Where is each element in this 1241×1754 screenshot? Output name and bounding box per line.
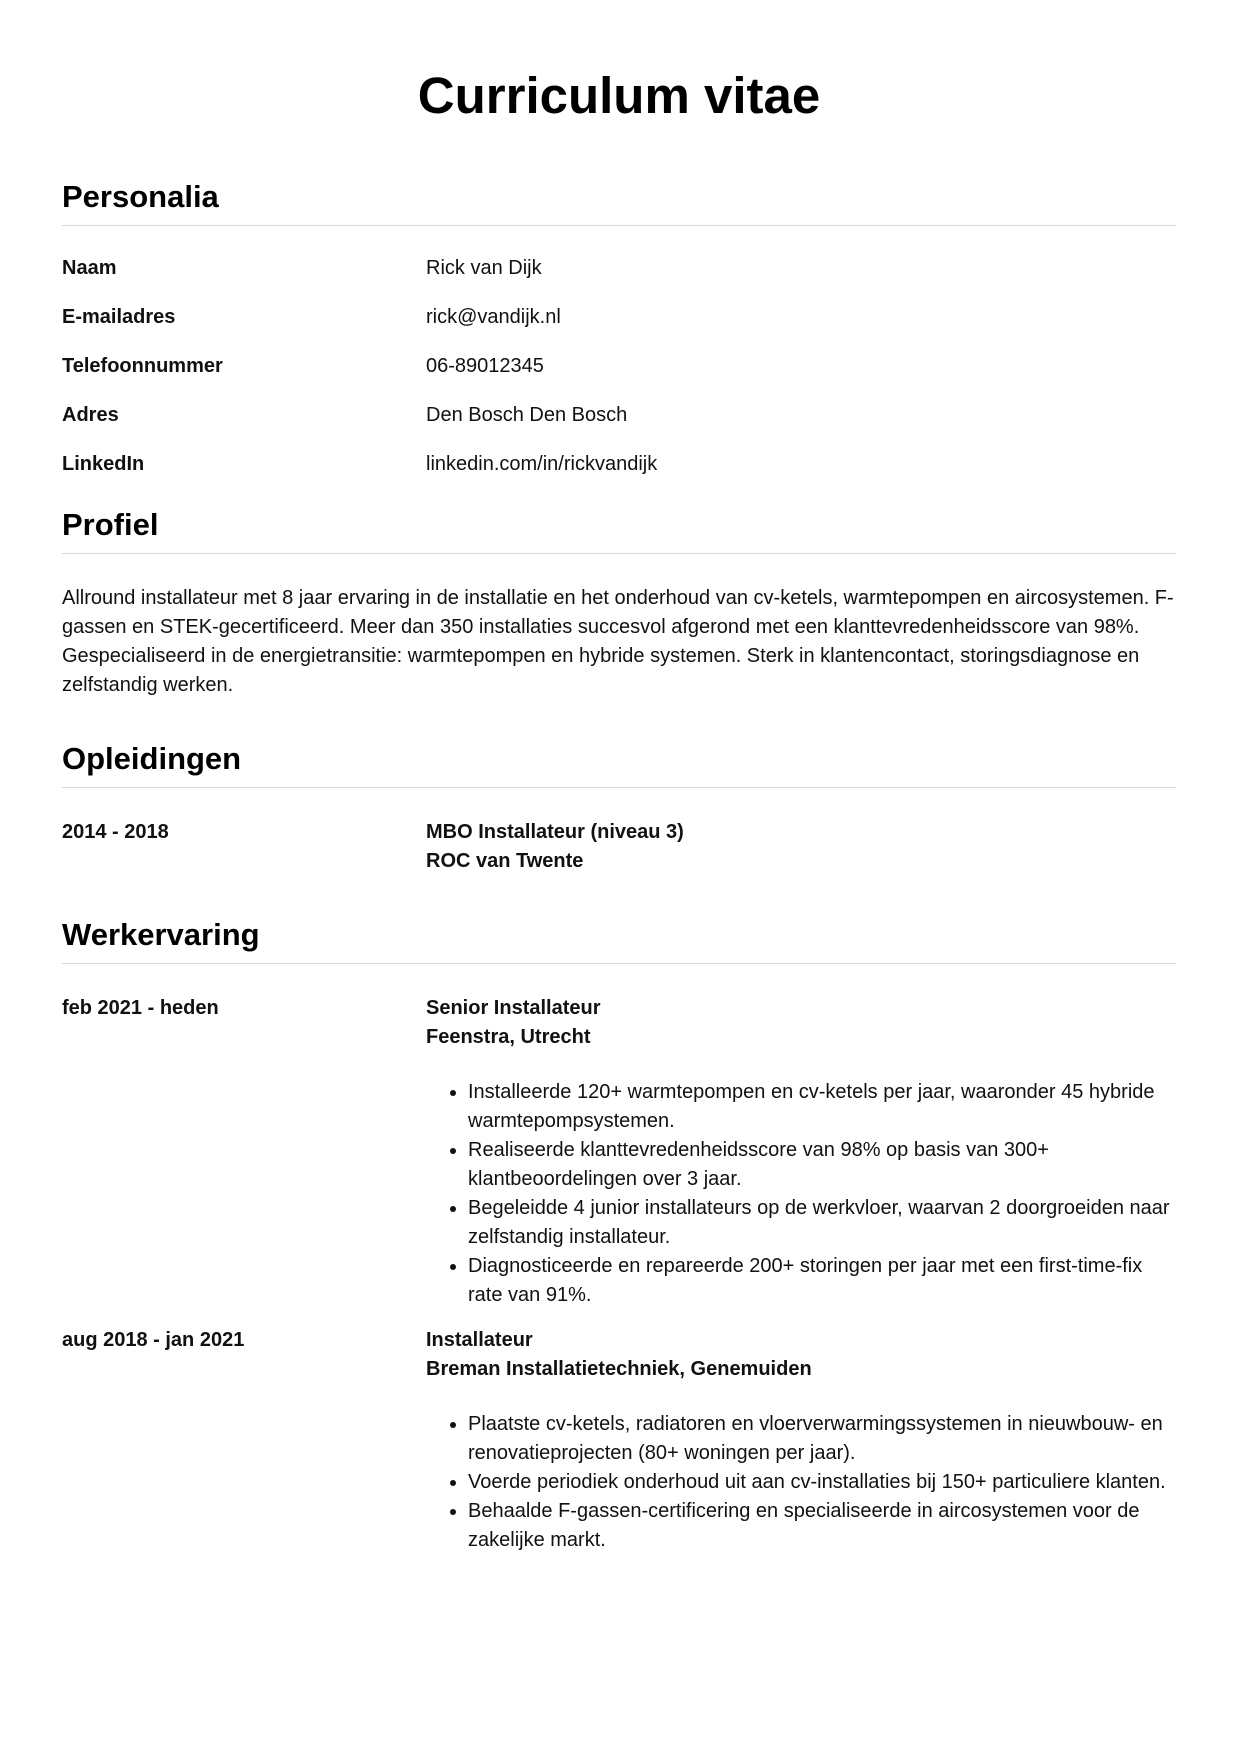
section-heading-personalia: Personalia (62, 179, 1176, 226)
personal-row-phone (62, 352, 1176, 401)
section-profiel (62, 507, 1176, 700)
job-company: Feenstra, Utrecht (426, 1026, 591, 1048)
list-item: • Behaalde F-gassen-certificering en specialiseerde in aircosystemen voor de zakelijke markt. (468, 1497, 1176, 1555)
job-period: feb 2021 - heden (62, 997, 219, 1019)
personal-details (62, 254, 1176, 499)
personal-value: rick@vandijk.nl (426, 306, 561, 328)
personal-label: Naam (62, 257, 117, 279)
education-details (426, 818, 1176, 876)
job-entry (62, 994, 1176, 1310)
job-entry (62, 1326, 1176, 1555)
education-school: ROC van Twente (426, 850, 584, 872)
personal-label: E-mailadres (62, 306, 176, 328)
profile-summary: Allround installateur met 8 jaar ervaring in de installatie en het onderhoud van cv-ketels, warmtepompen en aircosystemen. F-gassen en STEK-gecertificeerd. Meer dan 350 installaties succesvol afgerond met een klanttevredenheidsscore van 98%. Gespecialiseerd in de energietransitie: warmtepompen en hybride systemen. Sterk in klantencontact, storingsdiagnose en zelfstandig werken. (62, 587, 1174, 696)
job-details (426, 1326, 1176, 1555)
section-personalia (62, 179, 1176, 499)
job-details (426, 994, 1176, 1310)
personal-label: Adres (62, 404, 119, 426)
job-role: Senior Installateur (426, 997, 601, 1019)
education-entry (62, 818, 1176, 876)
job-company: Breman Installatietechniek, Genemuiden (426, 1358, 812, 1380)
section-heading-opleidingen: Opleidingen (62, 741, 1176, 788)
personal-value: Den Bosch Den Bosch (426, 404, 628, 426)
list-item: • Realiseerde klanttevredenheidsscore van 98% op basis van 300+ klantbeoordelingen over 3 jaar. (468, 1136, 1176, 1194)
personal-label: LinkedIn (62, 453, 145, 475)
cv-document (62, 0, 1176, 1555)
list-item: • Diagnosticeerde en repareerde 200+ storingen per jaar met een first-time-fix rate van 91%. (468, 1252, 1176, 1310)
list-item: • Plaatste cv-ketels, radiatoren en vloerverwarmingssystemen in nieuwbouw- en renovatieprojecten (80+ woningen per jaar). (468, 1410, 1176, 1468)
personal-row-name (62, 254, 1176, 303)
job-achievements (426, 1078, 1176, 1310)
list-item: • Voerde periodiek onderhoud uit aan cv-installaties bij 150+ particuliere klanten. (468, 1468, 1176, 1497)
education-degree: MBO Installateur (niveau 3) (426, 821, 684, 843)
job-achievements (426, 1410, 1176, 1555)
personal-value: linkedin.com/in/rickvandijk (426, 453, 658, 475)
personal-value: Rick van Dijk (426, 257, 542, 279)
list-item: • Begeleidde 4 junior installateurs op de werkvloer, waarvan 2 doorgroeiden naar zelfstandig installateur. (468, 1194, 1176, 1252)
section-heading-werkervaring: Werkervaring (62, 917, 1176, 964)
personal-row-linkedin (62, 450, 1176, 499)
job-role: Installateur (426, 1329, 533, 1351)
personal-row-address (62, 401, 1176, 450)
education-period: 2014 - 2018 (62, 821, 169, 843)
personal-value: 06-89012345 (426, 355, 544, 377)
personal-label: Telefoonnummer (62, 355, 223, 377)
section-werkervaring (62, 917, 1176, 1555)
section-opleidingen (62, 741, 1176, 876)
job-period: aug 2018 - jan 2021 (62, 1329, 245, 1351)
section-heading-profiel: Profiel (62, 507, 1176, 554)
personal-row-email (62, 303, 1176, 352)
list-item: • Installeerde 120+ warmtepompen en cv-ketels per jaar, waaronder 45 hybride warmtepompsystemen. (468, 1078, 1176, 1136)
document-title: Curriculum vitae (417, 67, 821, 124)
